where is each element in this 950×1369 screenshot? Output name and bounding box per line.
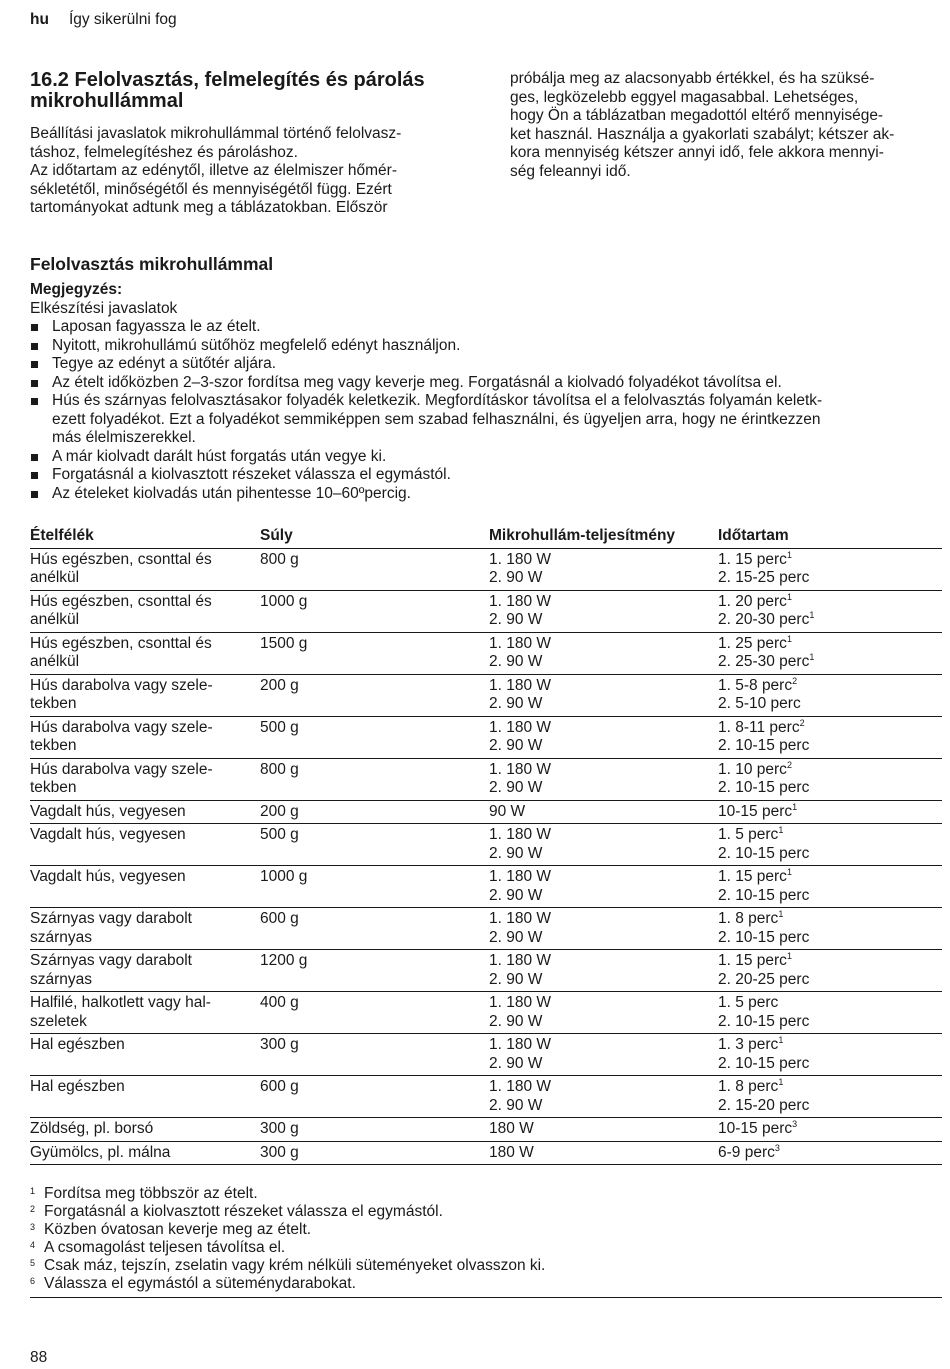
time-line <box>718 1036 942 1055</box>
intro-line: hogy Ön a táblázatban megadottól eltérő mennyisége- <box>510 107 884 124</box>
cell-food <box>30 716 260 758</box>
intro-line: sékletétől, minőségétől és mennyiségétől függ. Ezért <box>30 180 392 198</box>
time-line <box>718 719 942 738</box>
bullet-line: Nyitott, mikrohullámú sütőhöz megfelelő edényt használjon. <box>52 336 461 354</box>
time-text: 2. 10-15 perc <box>718 844 810 862</box>
time-line <box>718 929 942 948</box>
cell-food <box>30 824 260 866</box>
time-text: 2. 15-25 perc <box>718 569 810 586</box>
cell-line: szárnyas <box>30 928 93 946</box>
time-text: 2. 10-15 perc <box>718 1054 810 1072</box>
cell-power <box>489 758 718 800</box>
bullet-item <box>30 466 930 485</box>
footnote-ref: 1 <box>786 549 792 560</box>
cell-line: 2. 90 W <box>489 1096 543 1114</box>
cell-food <box>30 800 260 824</box>
page-number: 88 <box>30 1349 48 1366</box>
square-bullet-icon <box>31 454 38 461</box>
cell-weight: 1000 g <box>260 590 489 632</box>
cell-line: 2. 90 W <box>489 653 543 670</box>
cell-time <box>718 992 942 1034</box>
footnote-ref: 2 <box>786 759 792 770</box>
time-text: 1. 15 perc <box>718 868 787 885</box>
cell-line: Halfilé, halkotlett vagy hal- <box>30 994 211 1011</box>
cell-line: Hús egészben, csonttal és <box>30 592 212 610</box>
cell-food <box>30 590 260 632</box>
cell-power <box>489 548 718 590</box>
time-text: 2. 20-30 perc <box>718 611 810 628</box>
time-line <box>718 952 942 971</box>
cell-food <box>30 866 260 908</box>
cell-power <box>489 1076 718 1118</box>
square-bullet-icon <box>31 361 38 368</box>
cell-weight: 500 g <box>260 716 489 758</box>
footnote <box>30 1239 942 1257</box>
cell-line: anélkül <box>30 569 80 586</box>
cell-line: 1. 180 W <box>489 868 552 885</box>
time-line <box>718 635 942 654</box>
cell-line: 1. 180 W <box>489 760 552 778</box>
square-bullet-icon <box>31 324 38 331</box>
cell-line: 2. 90 W <box>489 886 543 904</box>
table-row <box>30 908 942 950</box>
time-text: 2. 10-15 perc <box>718 928 810 946</box>
footnote-mark: 2 <box>30 1204 36 1214</box>
cell-weight: 1000 g <box>260 866 489 908</box>
cell-time <box>718 590 942 632</box>
cell-time <box>718 1141 942 1165</box>
cell-power <box>489 950 718 992</box>
time-line <box>718 887 942 906</box>
time-text: 1. 3 perc <box>718 1036 779 1053</box>
cell-food <box>30 1034 260 1076</box>
footnote-ref: 1 <box>792 801 798 812</box>
time-line <box>718 779 942 798</box>
time-line <box>718 826 942 845</box>
cell-line: tekben <box>30 695 77 712</box>
time-text: 2. 10-15 perc <box>718 737 810 754</box>
time-text: 6-9 perc <box>718 1143 775 1161</box>
time-line <box>718 1144 942 1163</box>
cell-line: Hús darabolva vagy szele- <box>30 718 213 736</box>
cell-food <box>30 992 260 1034</box>
cell-food <box>30 548 260 590</box>
time-line <box>718 1120 942 1139</box>
cell-line: 1. 180 W <box>489 592 552 610</box>
time-line <box>718 845 942 864</box>
footnote-ref: 1 <box>786 950 792 961</box>
cell-time <box>718 1034 942 1076</box>
cell-food <box>30 1141 260 1165</box>
cell-time <box>718 800 942 824</box>
cell-line: szeletek <box>30 1012 87 1030</box>
square-bullet-icon <box>31 343 38 350</box>
table-row <box>30 1118 942 1142</box>
cell-line: Vagdalt hús, vegyesen <box>30 868 186 885</box>
cell-weight: 300 g <box>260 1118 489 1142</box>
cell-weight: 600 g <box>260 1076 489 1118</box>
time-text: 2. 10-15 perc <box>718 779 810 796</box>
time-line <box>718 611 942 630</box>
note-intro: Elkészítési javaslatok <box>30 299 178 317</box>
bullet-line: Laposan fagyassza le az ételt. <box>52 318 261 335</box>
intro-line: ket használ. Használja a gyakorlati szabályt; kétszer ak- <box>510 125 895 143</box>
cell-food <box>30 758 260 800</box>
time-text: 1. 20 perc <box>718 592 787 610</box>
footnote-mark: 5 <box>30 1258 36 1268</box>
cell-line: Zöldség, pl. borsó <box>30 1120 154 1137</box>
cell-line: 2. 90 W <box>489 1012 543 1030</box>
time-text: 2. 20-25 perc <box>718 970 810 988</box>
cell-weight: 200 g <box>260 674 489 716</box>
time-text: 1. 25 perc <box>718 634 787 652</box>
bullet-item <box>30 392 930 448</box>
bullet-line: Forgatásnál a kiolvasztott részeket válassza el egymástól. <box>52 466 451 483</box>
cell-line: 2. 90 W <box>489 569 543 586</box>
table-row <box>30 866 942 908</box>
time-text: 2. 10-15 perc <box>718 886 810 904</box>
cell-power <box>489 674 718 716</box>
cell-line: 90 W <box>489 802 526 820</box>
column-header-food: Ételfélék <box>30 526 260 548</box>
cell-time <box>718 632 942 674</box>
footnote-ref: 2 <box>792 675 798 686</box>
square-bullet-icon <box>31 491 38 498</box>
footnote-mark: 3 <box>30 1222 36 1232</box>
intro-line: táshoz, felmelegítéshez és pároláshoz. <box>30 143 298 161</box>
time-text: 1. 15 perc <box>718 550 787 568</box>
footnote-mark: 6 <box>30 1276 36 1286</box>
cell-weight: 300 g <box>260 1141 489 1165</box>
table-row <box>30 950 942 992</box>
column-header-power: Mikrohullám-teljesítmény <box>489 526 718 548</box>
bullet-line: Hús és szárnyas felolvasztásakor folyadék keletkezik. Megfordításkor távolítsa el a felolvasztás folyamán keletk- <box>52 392 823 409</box>
cell-weight: 800 g <box>260 758 489 800</box>
bullet-item <box>30 374 930 393</box>
cell-line: Hal egészben <box>30 1036 125 1053</box>
cell-line: 2. 90 W <box>489 1054 543 1072</box>
footnote-ref: 3 <box>792 1118 798 1129</box>
footnote <box>30 1185 942 1203</box>
bullet-list <box>30 318 930 503</box>
cell-line: 1. 180 W <box>489 1078 552 1095</box>
cell-power <box>489 1141 718 1165</box>
cell-weight: 400 g <box>260 992 489 1034</box>
time-text: 1. 8 perc <box>718 1078 779 1095</box>
footnote-text: A csomagolást teljesen távolítsa el. <box>44 1239 286 1256</box>
bullet-line: Az ételeket kiolvadás után pihentesse 10‒60ºpercig. <box>52 484 411 502</box>
footnote-ref: 1 <box>809 651 815 662</box>
cell-power <box>489 992 718 1034</box>
cell-power <box>489 824 718 866</box>
note-heading: Megjegyzés: <box>30 281 123 298</box>
section-title-line: mikrohullámmal <box>30 90 184 112</box>
cell-power <box>489 632 718 674</box>
time-line <box>718 677 942 696</box>
cell-line: szárnyas <box>30 970 93 988</box>
footnote-ref: 1 <box>778 1034 784 1045</box>
cell-line: 2. 90 W <box>489 970 543 988</box>
cell-weight: 1500 g <box>260 632 489 674</box>
footnotes <box>30 1185 942 1298</box>
time-text: 1. 5 perc <box>718 826 779 843</box>
footnote-text: Válassza el egymástól a süteménydarabokat. <box>44 1275 356 1292</box>
cell-food <box>30 632 260 674</box>
cell-line: 1. 180 W <box>489 910 552 927</box>
cell-line: Hús egészben, csonttal és <box>30 550 212 568</box>
footnote-text: Fordítsa meg többször az ételt. <box>44 1185 258 1202</box>
table-row <box>30 1141 942 1165</box>
time-text: 1. 15 perc <box>718 952 787 969</box>
time-line <box>718 593 942 612</box>
footnote <box>30 1203 942 1221</box>
table-row <box>30 824 942 866</box>
intro-line: ges, legközelebb eggyel magasabbal. Lehetséges, <box>510 88 859 106</box>
table-row <box>30 590 942 632</box>
footnote-ref: 3 <box>774 1142 780 1153</box>
square-bullet-icon <box>31 380 38 387</box>
cell-line: anélkül <box>30 611 80 628</box>
time-line <box>718 1078 942 1097</box>
bullet-item <box>30 355 930 374</box>
time-text: 2. 15-20 perc <box>718 1096 810 1114</box>
cell-power <box>489 800 718 824</box>
cell-time <box>718 674 942 716</box>
cell-time <box>718 716 942 758</box>
header-title: Így sikerülni fog <box>68 11 177 28</box>
bullet-line: más élelmiszerekkel. <box>52 429 196 446</box>
footnote-ref: 1 <box>778 824 784 835</box>
cell-line: 2. 90 W <box>489 928 543 946</box>
time-line <box>718 1013 942 1032</box>
cell-food <box>30 674 260 716</box>
cell-weight: 300 g <box>260 1034 489 1076</box>
cell-power <box>489 590 718 632</box>
footnote <box>30 1221 942 1239</box>
intro-line: ség feleannyi idő. <box>510 162 631 180</box>
subsection-title: Felolvasztás mikrohullámmal <box>30 254 274 274</box>
bullet-line: ezett folyadékot. Ezt a folyadékot semmiképpen sem szabad felhasználni, és ügyeljen arra, hogy ne érintkezzen <box>52 410 821 428</box>
cell-line: 1. 180 W <box>489 952 552 969</box>
cell-line: 2. 90 W <box>489 611 543 628</box>
cell-line: 1. 180 W <box>489 826 552 843</box>
footnote-ref: 1 <box>778 1076 784 1087</box>
cell-line: Vagdalt hús, vegyesen <box>30 826 186 843</box>
cell-power <box>489 866 718 908</box>
time-text: 1. 8 perc <box>718 910 779 927</box>
bullet-item <box>30 318 930 337</box>
cell-time <box>718 1118 942 1142</box>
language-code: hu <box>30 11 49 28</box>
table-row <box>30 674 942 716</box>
section-title <box>30 70 470 112</box>
cell-time <box>718 1076 942 1118</box>
table-row <box>30 1034 942 1076</box>
cell-line: tekben <box>30 779 77 796</box>
time-text: 2. 10-15 perc <box>718 1012 810 1030</box>
time-text: 10-15 perc <box>718 1120 793 1137</box>
cell-line: 1. 180 W <box>489 550 552 568</box>
bullet-line: A már kiolvadt darált húst forgatás után vegye ki. <box>52 447 387 465</box>
footnote-text: Közben óvatosan keverje meg az ételt. <box>44 1221 312 1238</box>
cell-time <box>718 866 942 908</box>
footnote-mark: 4 <box>30 1240 36 1250</box>
footnote <box>30 1275 942 1293</box>
intro-line: tartományokat adtunk meg a táblázatokban. Először <box>30 199 388 216</box>
bullet-line: Az ételt időközben 2‒3-szor fordítsa meg vagy keverje meg. Forgatásnál a kiolvadó folyadékot távolítsa el. <box>52 373 782 391</box>
cell-line: 180 W <box>489 1120 534 1137</box>
cell-weight: 1200 g <box>260 950 489 992</box>
cell-weight: 200 g <box>260 800 489 824</box>
footnote-mark: 1 <box>30 1186 36 1196</box>
time-line <box>718 737 942 756</box>
cell-line: Hús darabolva vagy szele- <box>30 676 213 694</box>
cell-line: anélkül <box>30 653 80 670</box>
footnote-ref: 1 <box>786 591 792 602</box>
cell-line: 2. 90 W <box>489 779 543 796</box>
cell-line: 180 W <box>489 1143 534 1161</box>
footnote-text: Forgatásnál a kiolvasztott részeket válassza el egymástól. <box>44 1203 443 1220</box>
cell-power <box>489 1034 718 1076</box>
time-line <box>718 653 942 672</box>
table-row <box>30 992 942 1034</box>
time-line <box>718 695 942 714</box>
footnote <box>30 1257 942 1275</box>
bullet-item <box>30 448 930 467</box>
footnote-ref: 1 <box>809 609 815 620</box>
time-line <box>718 868 942 887</box>
cell-line: Hús darabolva vagy szele- <box>30 760 213 778</box>
table-row <box>30 716 942 758</box>
cell-line: Hús egészben, csonttal és <box>30 634 212 652</box>
bullet-item <box>30 485 930 504</box>
time-line <box>718 971 942 990</box>
column-header-time: Időtartam <box>718 526 942 548</box>
note-box <box>30 281 930 503</box>
cell-line: Vagdalt hús, vegyesen <box>30 802 186 820</box>
cell-line: 1. 180 W <box>489 718 552 736</box>
cell-line: tekben <box>30 737 77 754</box>
cell-line: Szárnyas vagy darabolt <box>30 952 192 969</box>
footnote-ref: 1 <box>786 866 792 877</box>
time-line <box>718 569 942 588</box>
intro-text-left <box>30 125 470 218</box>
time-line <box>718 803 942 822</box>
defrost-table <box>30 526 942 1165</box>
cell-line: 1. 180 W <box>489 1036 552 1053</box>
time-text: 1. 10 perc <box>718 760 787 778</box>
cell-line: 1. 180 W <box>489 994 552 1011</box>
cell-weight: 600 g <box>260 908 489 950</box>
cell-time <box>718 758 942 800</box>
time-text: 1. 8-11 perc <box>718 718 800 736</box>
time-text: 10-15 perc <box>718 802 793 820</box>
time-text: 2. 5-10 perc <box>718 695 801 712</box>
cell-time <box>718 950 942 992</box>
cell-food <box>30 908 260 950</box>
time-text: 1. 5 perc <box>718 994 779 1011</box>
table-row <box>30 632 942 674</box>
table-row <box>30 548 942 590</box>
table-row <box>30 1076 942 1118</box>
time-line <box>718 1097 942 1116</box>
cell-line: 1. 180 W <box>489 676 552 694</box>
cell-time <box>718 824 942 866</box>
time-line <box>718 910 942 929</box>
time-line <box>718 994 942 1013</box>
cell-line: 2. 90 W <box>489 695 543 712</box>
time-text: 2. 25-30 perc <box>718 653 810 670</box>
time-line <box>718 761 942 780</box>
time-text: 1. 5-8 perc <box>718 676 793 694</box>
bullet-line: Tegye az edényt a sütőtér aljára. <box>52 355 277 372</box>
cell-line: 2. 90 W <box>489 844 543 862</box>
cell-power <box>489 1118 718 1142</box>
bullet-item <box>30 337 930 356</box>
table-row <box>30 800 942 824</box>
footnote-text: Csak máz, tejszín, zselatin vagy krém nélküli süteményeket olvasszon ki. <box>44 1257 546 1274</box>
column-header-weight: Súly <box>260 526 489 548</box>
cell-line: Szárnyas vagy darabolt <box>30 910 192 927</box>
intro-line: Beállítási javaslatok mikrohullámmal történő felolvasz- <box>30 125 402 142</box>
cell-weight: 800 g <box>260 548 489 590</box>
cell-food <box>30 1076 260 1118</box>
page-header <box>30 11 177 30</box>
cell-time <box>718 908 942 950</box>
table-row <box>30 758 942 800</box>
intro-line: kora mennyiség kétszer annyi idő, fele akkora mennyi- <box>510 144 884 161</box>
cell-line: Hal egészben <box>30 1078 125 1095</box>
table-header-row <box>30 526 942 548</box>
cell-weight: 500 g <box>260 824 489 866</box>
cell-food <box>30 950 260 992</box>
section-title-line: 16.2 Felolvasztás, felmelegítés és párolás <box>30 69 425 91</box>
cell-power <box>489 716 718 758</box>
intro-text-right <box>510 70 940 181</box>
square-bullet-icon <box>31 472 38 479</box>
time-line <box>718 551 942 570</box>
intro-line: Az időtartam az edénytől, illetve az élelmiszer hőmér- <box>30 162 397 179</box>
footnote-ref: 1 <box>778 908 784 919</box>
time-line <box>718 1055 942 1074</box>
cell-line: 1. 180 W <box>489 634 552 652</box>
footnote-ref: 2 <box>799 717 805 728</box>
footnote-ref: 1 <box>786 633 792 644</box>
table-body <box>30 548 942 1165</box>
cell-time <box>718 548 942 590</box>
cell-line: Gyümölcs, pl. málna <box>30 1143 171 1161</box>
cell-line: 2. 90 W <box>489 737 543 754</box>
cell-power <box>489 908 718 950</box>
cell-food <box>30 1118 260 1142</box>
intro-line: próbálja meg az alacsonyabb értékkel, és ha szüksé- <box>510 70 875 87</box>
square-bullet-icon <box>31 398 38 405</box>
